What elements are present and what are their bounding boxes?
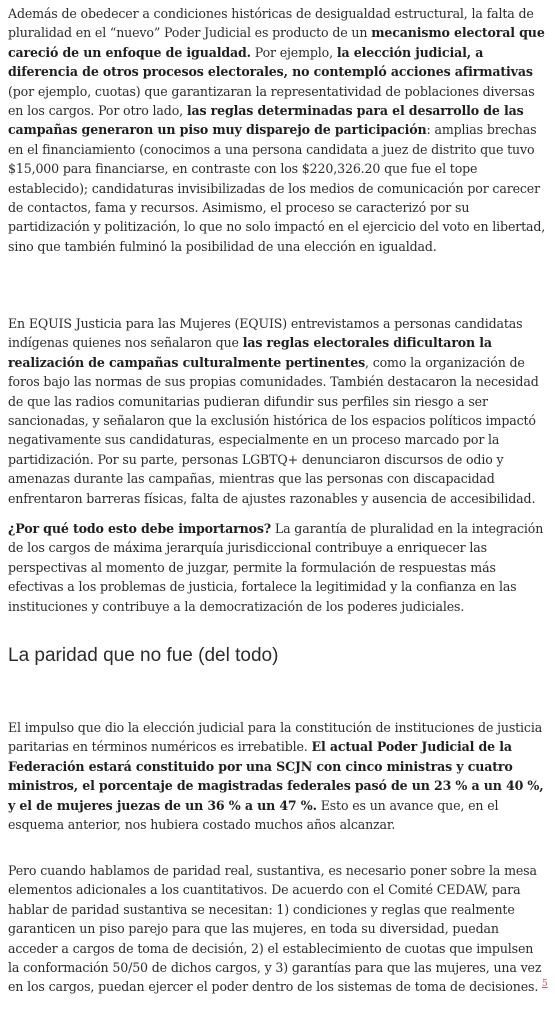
text-run: Además de obedecer a condiciones históricas de desigualdad estructural, la falta de pluralidad en el “nuevo” Poder Judicial es producto de un	[8, 6, 534, 41]
text-run: Esto es un avance que, en el esquema anterior, nos hubiera costado muchos años alcanzar.	[8, 797, 499, 833]
text-run: : amplias brechas en el financiamiento (conocimos a una persona candidata a juez de distrito que tuvo $15,000 para financiarse, en contraste con los $220,326.20 que fue el tope establecido); candidaturas invisibilizadas de los medios de comunicación por carecer de contactos, fama y recursos. Asimismo, el proceso se caracterizó por su partidización y politización, lo que no solo impactó en el ejercicio del voto en libertad, sino que también fulminó la posibilidad de una elección en igualdad.	[8, 122, 546, 254]
paragraph-structural-inequality	[8, 4, 548, 256]
paragraph-why-it-matters	[8, 519, 548, 616]
bold-run: la elección judicial, a diferencia de otros procesos electorales, no contempló acciones afirmativas	[8, 44, 533, 80]
footnote-link[interactable]: 5	[542, 979, 548, 990]
text-run: Por ejemplo,	[250, 44, 337, 60]
paragraph-substantive-parity	[8, 861, 548, 997]
paragraph-equis-interviews	[8, 314, 548, 508]
bold-run: las reglas electorales dificultaron la realización de campañas culturalmente pertinentes	[8, 335, 492, 370]
text-run: , como la organización de foros bajo las normas de sus propias comunidades. También destacaron la necesidad de que las radios comunitarias pudieran difundir sus perfiles sin riesgo a ser sancionadas, y señalaron que la exclusión histórica de los espacios políticos impactó negativamente sus candidaturas, especialmente en un proceso marcado por la partidización. Por su parte, personas LGBTQ+ denunciaron discursos de odio y amenazas durante las campañas, mientras que las personas con discapacidad enfrentaron barreras físicas, falta de ajustes razonables y ausencia de accesibilidad.	[8, 354, 539, 506]
text-run: La garantía de pluralidad en la integración de los cargos de máxima jerarquía jurisdiccional contribuye a enriquecer las perspectivas al momento de juzgar, permite la formulación de respuestas más efectivas a los problemas de justicia, fortalece la legitimidad y la confianza en las instituciones y contribuye a la democratización de los poderes judiciales.	[8, 521, 544, 614]
bold-run: mecanismo electoral que careció de un enfoque de igualdad.	[8, 25, 545, 60]
section-heading: La paridad que no fue (del todo)	[8, 645, 279, 666]
bold-run: las reglas determinadas para el desarrollo de las campañas generaron un piso muy disparejo de participación	[8, 103, 524, 138]
bold-run: ¿Por qué todo esto debe importarnos?	[8, 521, 272, 536]
text-run: El impulso que dio la elección judicial para la constitución de instituciones de justicia paritarias en términos numéricos es irrebatible.	[8, 720, 543, 755]
paragraph-parity-numbers	[8, 718, 548, 834]
text-run: Pero cuando hablamos de paridad real, sustantiva, es necesario poner sobre la mesa elementos adicionales a los cuantitativos. De acuerdo con el Comité CEDAW, para hablar de paridad sustantiva se necesitan: 1) condiciones y reglas que realmente garanticen un piso parejo para que las mujeres, en toda su diversidad, puedan acceder a cargos de toma de decisión, 2) el establecimiento de cuotas que impulsen la conformación 50/50 de dichos cargos, y 3) garantías para que las mujeres, una vez en los cargos, puedan ejercer el poder dentro de los sistemas de toma de decisiones.	[8, 863, 543, 995]
text-run: (por ejemplo, cuotas) que garantizaran la representatividad de poblaciones diversas en los cargos. Por otro lado,	[8, 83, 535, 119]
bold-run: El actual Poder Judicial de la Federación estará constituido por una SCJN con cinco ministras y cuatro ministros, el porcentaje de magistradas federales pasó de un 23 % a un 40 %, y el de mujeres juezas de un 36 % a un 47 %.	[8, 739, 544, 813]
text-run: En EQUIS Justicia para las Mujeres (EQUIS) entrevistamos a personas candidatas indígenas quienes nos señalaron que	[8, 316, 523, 351]
